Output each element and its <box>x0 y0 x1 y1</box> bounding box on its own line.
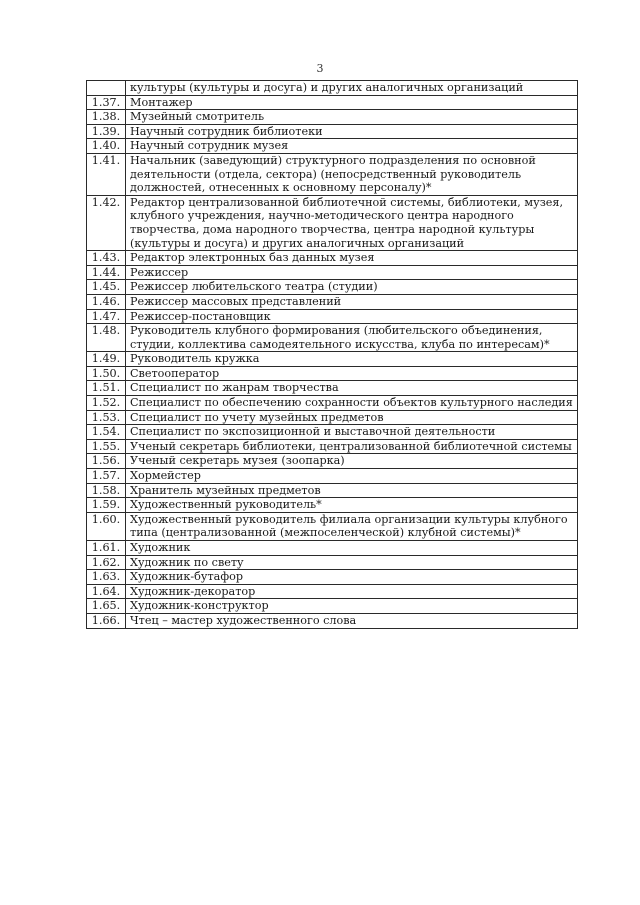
position-title: Специалист по экспозиционной и выставочной деятельности <box>126 425 578 440</box>
table-row <box>87 483 578 498</box>
position-title: Монтажер <box>126 95 578 110</box>
table-row <box>87 512 578 540</box>
position-title: Специалист по учету музейных предметов <box>126 410 578 425</box>
position-title: Художественный руководитель филиала организации культуры клубного типа (централизованной (межпоселенческой) клубной системы)* <box>126 512 578 540</box>
positions-table-body <box>87 81 578 629</box>
position-title: Чтец – мастер художественного слова <box>126 613 578 628</box>
position-title: Редактор централизованной библиотечной системы, библиотеки, музея, клубного учреждения, научно-методического центра народного творчества, дома народного творчества, центра народной культуры (культуры и досуга) и других аналогичных организаций <box>126 195 578 250</box>
table-row <box>87 95 578 110</box>
table-row <box>87 352 578 367</box>
position-title: Художественный руководитель* <box>126 498 578 513</box>
table-row <box>87 195 578 250</box>
row-number: 1.53. <box>87 410 126 425</box>
row-number: 1.40. <box>87 139 126 154</box>
row-number: 1.48. <box>87 324 126 352</box>
row-number: 1.38. <box>87 110 126 125</box>
row-number: 1.55. <box>87 439 126 454</box>
position-title: Музейный смотритель <box>126 110 578 125</box>
row-number: 1.63. <box>87 570 126 585</box>
position-title: Специалист по жанрам творчества <box>126 381 578 396</box>
position-title: Специалист по обеспечению сохранности объектов культурного наследия <box>126 396 578 411</box>
table-row <box>87 498 578 513</box>
table-row <box>87 469 578 484</box>
position-title: Художник-бутафор <box>126 570 578 585</box>
row-number: 1.50. <box>87 366 126 381</box>
position-title: Начальник (заведующий) структурного подразделения по основной деятельности (отдела, сектора) (непосредственный руководитель должностей, отнесенных к основному персоналу)* <box>126 153 578 195</box>
row-number: 1.47. <box>87 309 126 324</box>
row-number: 1.46. <box>87 294 126 309</box>
row-number: 1.39. <box>87 124 126 139</box>
row-number: 1.43. <box>87 251 126 266</box>
table-row <box>87 280 578 295</box>
row-number: 1.44. <box>87 265 126 280</box>
table-row <box>87 439 578 454</box>
page-number: 3 <box>316 62 324 75</box>
position-title: Художник <box>126 541 578 556</box>
row-number: 1.66. <box>87 613 126 628</box>
row-number: 1.64. <box>87 584 126 599</box>
table-row <box>87 425 578 440</box>
row-number: 1.58. <box>87 483 126 498</box>
table-row <box>87 124 578 139</box>
position-title: Научный сотрудник библиотеки <box>126 124 578 139</box>
positions-table <box>86 80 578 629</box>
position-title: Ученый секретарь музея (зоопарка) <box>126 454 578 469</box>
position-title: Хормейстер <box>126 469 578 484</box>
position-title: культуры (культуры и досуга) и других аналогичных организаций <box>126 81 578 96</box>
table-row <box>87 324 578 352</box>
position-title: Режиссер любительского театра (студии) <box>126 280 578 295</box>
table-row <box>87 251 578 266</box>
position-title: Режиссер <box>126 265 578 280</box>
row-number: 1.42. <box>87 195 126 250</box>
table-row <box>87 309 578 324</box>
table-row <box>87 81 578 96</box>
row-number <box>87 81 126 96</box>
table-row <box>87 584 578 599</box>
table-row <box>87 153 578 195</box>
position-title: Руководитель клубного формирования (любительского объединения, студии, коллектива самодеятельного искусства, клуба по интересам)* <box>126 324 578 352</box>
table-row <box>87 410 578 425</box>
row-number: 1.61. <box>87 541 126 556</box>
table-row <box>87 139 578 154</box>
row-number: 1.59. <box>87 498 126 513</box>
row-number: 1.62. <box>87 555 126 570</box>
position-title: Художник по свету <box>126 555 578 570</box>
table-row <box>87 294 578 309</box>
table-row <box>87 570 578 585</box>
table-row <box>87 110 578 125</box>
position-title: Художник-декоратор <box>126 584 578 599</box>
position-title: Научный сотрудник музея <box>126 139 578 154</box>
position-title: Режиссер массовых представлений <box>126 294 578 309</box>
table-row <box>87 381 578 396</box>
table-row <box>87 396 578 411</box>
position-title: Хранитель музейных предметов <box>126 483 578 498</box>
row-number: 1.65. <box>87 599 126 614</box>
table-row <box>87 366 578 381</box>
table-row <box>87 599 578 614</box>
row-number: 1.37. <box>87 95 126 110</box>
table-row <box>87 265 578 280</box>
position-title: Руководитель кружка <box>126 352 578 367</box>
position-title: Режиссер-постановщик <box>126 309 578 324</box>
row-number: 1.41. <box>87 153 126 195</box>
row-number: 1.52. <box>87 396 126 411</box>
table-row <box>87 541 578 556</box>
table-row <box>87 555 578 570</box>
table-row <box>87 454 578 469</box>
row-number: 1.54. <box>87 425 126 440</box>
position-title: Светооператор <box>126 366 578 381</box>
row-number: 1.56. <box>87 454 126 469</box>
row-number: 1.45. <box>87 280 126 295</box>
position-title: Редактор электронных баз данных музея <box>126 251 578 266</box>
row-number: 1.49. <box>87 352 126 367</box>
table-row <box>87 613 578 628</box>
row-number: 1.57. <box>87 469 126 484</box>
row-number: 1.60. <box>87 512 126 540</box>
position-title: Художник-конструктор <box>126 599 578 614</box>
position-title: Ученый секретарь библиотеки, централизованной библиотечной системы <box>126 439 578 454</box>
row-number: 1.51. <box>87 381 126 396</box>
